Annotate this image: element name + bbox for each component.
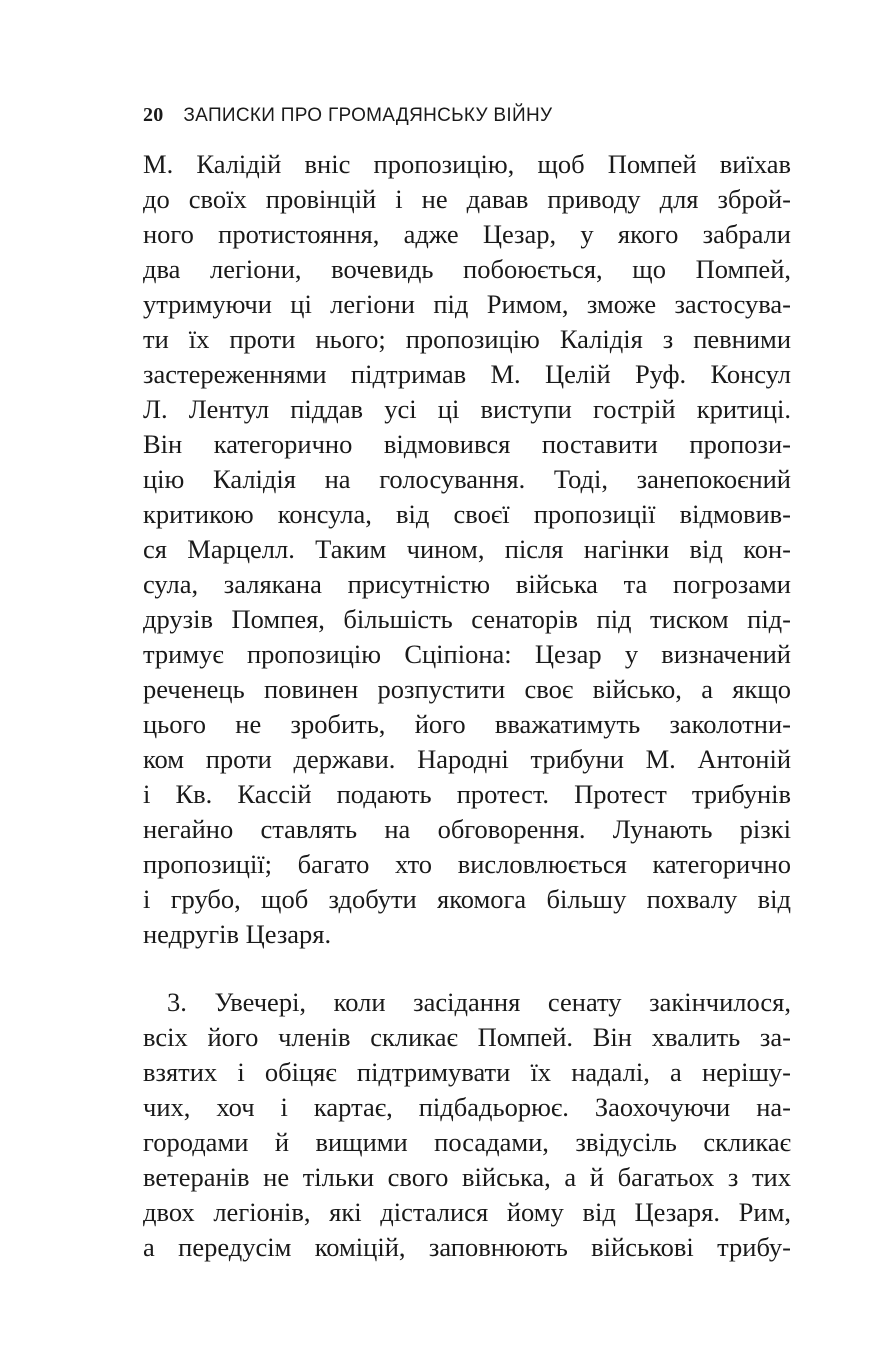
text-line: ного протистояння, адже Цезар, у якого забрали	[143, 219, 791, 249]
text-line: М. Калідій вніс пропозицію, щоб Помпей виїхав	[143, 149, 791, 179]
text-line: негайно ставлять на обговорення. Лунають різкі	[143, 814, 791, 844]
text-line: ветеранів не тільки свого війська, а й багатьох з тих	[143, 1162, 791, 1192]
body-text	[143, 147, 791, 1265]
text-line: Він категорично відмовився поставити пропози-	[143, 429, 791, 459]
paragraph-gap	[143, 952, 791, 985]
text-line: ком проти держави. Народні трибуни М. Антоній	[143, 744, 791, 774]
text-line: тримує пропозицію Сціпіона: Цезар у визначений	[143, 639, 791, 669]
text-line: а передусім коміцій, заповнюють військові трибу-	[143, 1232, 791, 1262]
text-line: цію Калідія на голосування. Тоді, занепокоєний	[143, 464, 791, 494]
text-line: двох легіонів, які дісталися йому від Цезаря. Рим,	[143, 1197, 791, 1227]
text-line: сула, залякана присутністю війська та погрозами	[143, 569, 791, 599]
text-line: всіх його членів скликає Помпей. Він хвалить за-	[143, 1022, 791, 1052]
running-title: ЗАПИСКИ ПРО ГРОМАДЯНСЬКУ ВІЙНУ	[183, 105, 553, 126]
text-line: критикою консула, від своєї пропозиції відмовив-	[143, 499, 791, 529]
text-line: і грубо, щоб здобути якомога більшу похвалу від	[143, 884, 791, 914]
text-line: 3. Увечері, коли засідання сенату закінчилося,	[167, 987, 791, 1017]
text-line: цього не зробить, його вважатимуть заколотни-	[143, 709, 791, 739]
text-line: чих, хоч і картає, підбадьорює. Заохочуючи на-	[143, 1092, 791, 1122]
text-line: реченець повинен розпустити своє військо, а якщо	[143, 674, 791, 704]
text-line: ти їх проти нього; пропозицію Калідія з певними	[143, 324, 791, 354]
text-line: взятих і обіцяє підтримувати їх надалі, а нерішу-	[143, 1057, 791, 1087]
page-number: 20	[143, 104, 164, 126]
text-line: застереженнями підтримав М. Целій Руф. Консул	[143, 359, 791, 389]
paragraph-1	[143, 147, 791, 952]
text-line: два легіони, вочевидь побоюється, що Помпей,	[143, 254, 791, 284]
text-line: недругів Цезаря.	[143, 919, 332, 949]
text-line: утримуючи ці легіони під Римом, зможе застосува-	[143, 289, 791, 319]
text-line: городами й вищими посадами, звідусіль скликає	[143, 1127, 791, 1157]
text-line: друзів Помпея, більшість сенаторів під тиском під-	[143, 604, 791, 634]
text-line: Л. Лентул піддав усі ці виступи гострій критиці.	[143, 394, 791, 424]
text-line: пропозиції; багато хто висловлюється категорично	[143, 849, 791, 879]
text-line: і Кв. Кассій подають протест. Протест трибунів	[143, 779, 791, 809]
text-line: ся Марцелл. Таким чином, після нагінки від кон-	[143, 534, 791, 564]
paragraph-2	[143, 985, 791, 1265]
text-line: до своїх провінцій і не давав приводу для зброй-	[143, 184, 791, 214]
running-head	[143, 104, 552, 134]
